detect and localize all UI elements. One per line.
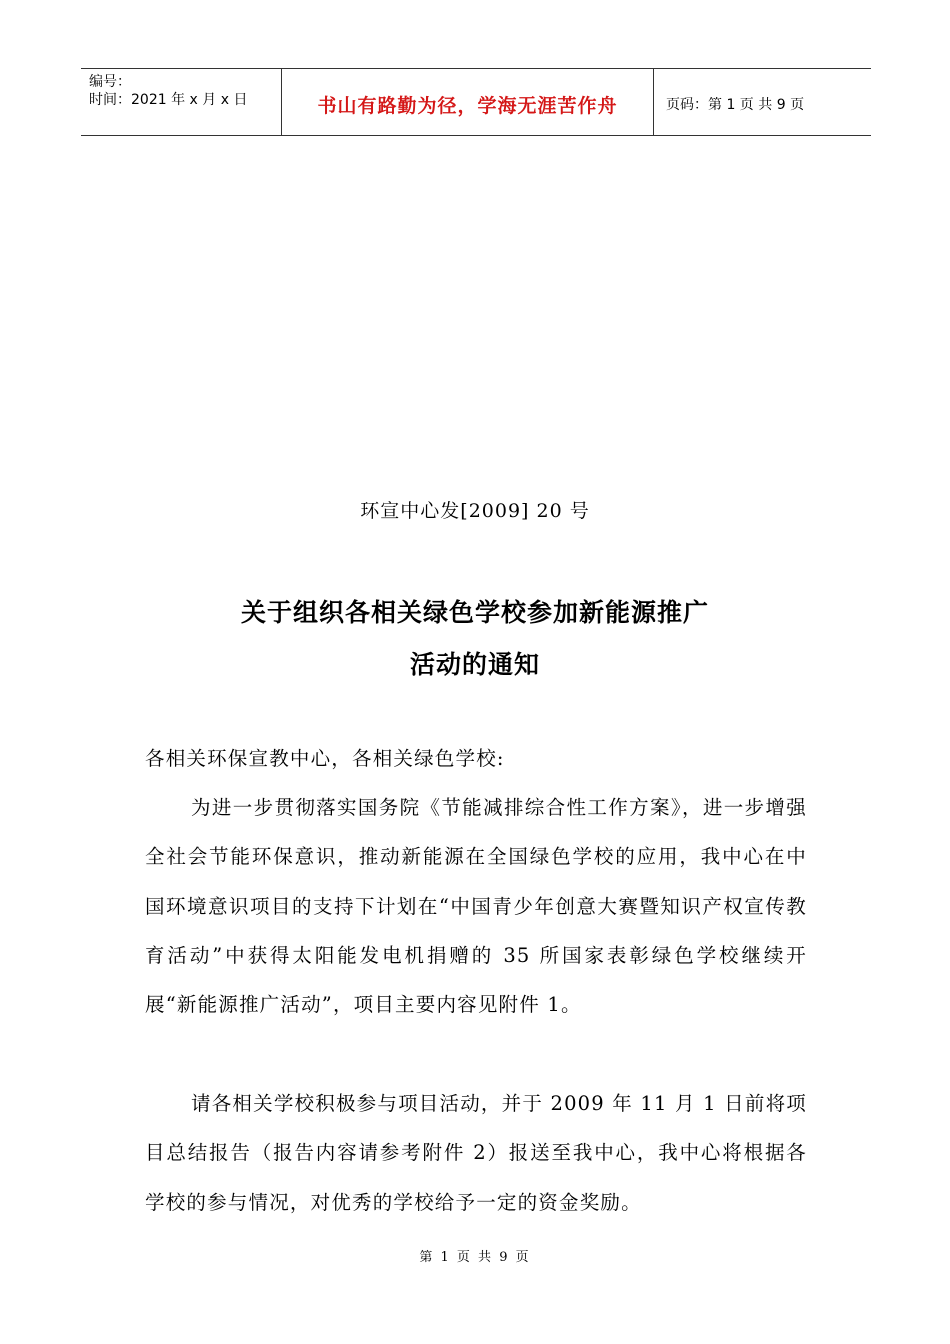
document-title-line-1: 关于组织各相关绿色学校参加新能源推广 bbox=[240, 598, 709, 627]
document-title-line-2: 活动的通知 bbox=[409, 650, 540, 679]
header-motto: 书山有路勤为径，学海无涯苦作舟 bbox=[317, 95, 618, 117]
document-number-label: 编号： bbox=[89, 74, 131, 90]
document-issue-number: 环宣中心发[2009] 20 号 bbox=[360, 500, 590, 522]
page-header bbox=[81, 68, 871, 136]
document-salutation: 各相关环保宣教中心，各相关绿色学校: bbox=[145, 747, 505, 770]
document-time-label: 时间：2021 年 x 月 x 日 bbox=[89, 92, 248, 108]
header-motto-cell bbox=[281, 69, 654, 135]
header-page-info: 页码：第 1 页 共 9 页 bbox=[666, 97, 805, 113]
document-paragraph-2: 请各相关学校积极参与项目活动，并于 2009 年 11 月 1 日前将项目总结报告（报告内容请参考附件 2）报送至我中心，我中心将根据各学校的参与情况，对优秀的学校给予一定的资金奖励。 bbox=[145, 1092, 807, 1214]
header-page-cell bbox=[654, 69, 871, 135]
page-footer-number: 第 1 页 共 9 页 bbox=[419, 1250, 531, 1265]
document-paragraph-1: 为进一步贯彻落实国务院《节能减排综合性工作方案》，进一步增强全社会节能环保意识，推动新能源在全国绿色学校的应用，我中心在中国环境意识项目的支持下计划在“中国青少年创意大赛暨知识产权宣传教育活动”中获得太阳能发电机捐赠的 35 所国家表彰绿色学校继续开展“新能源推广活动”，项目主要内容见附件 1。 bbox=[145, 796, 807, 1017]
header-meta-cell bbox=[81, 69, 281, 135]
